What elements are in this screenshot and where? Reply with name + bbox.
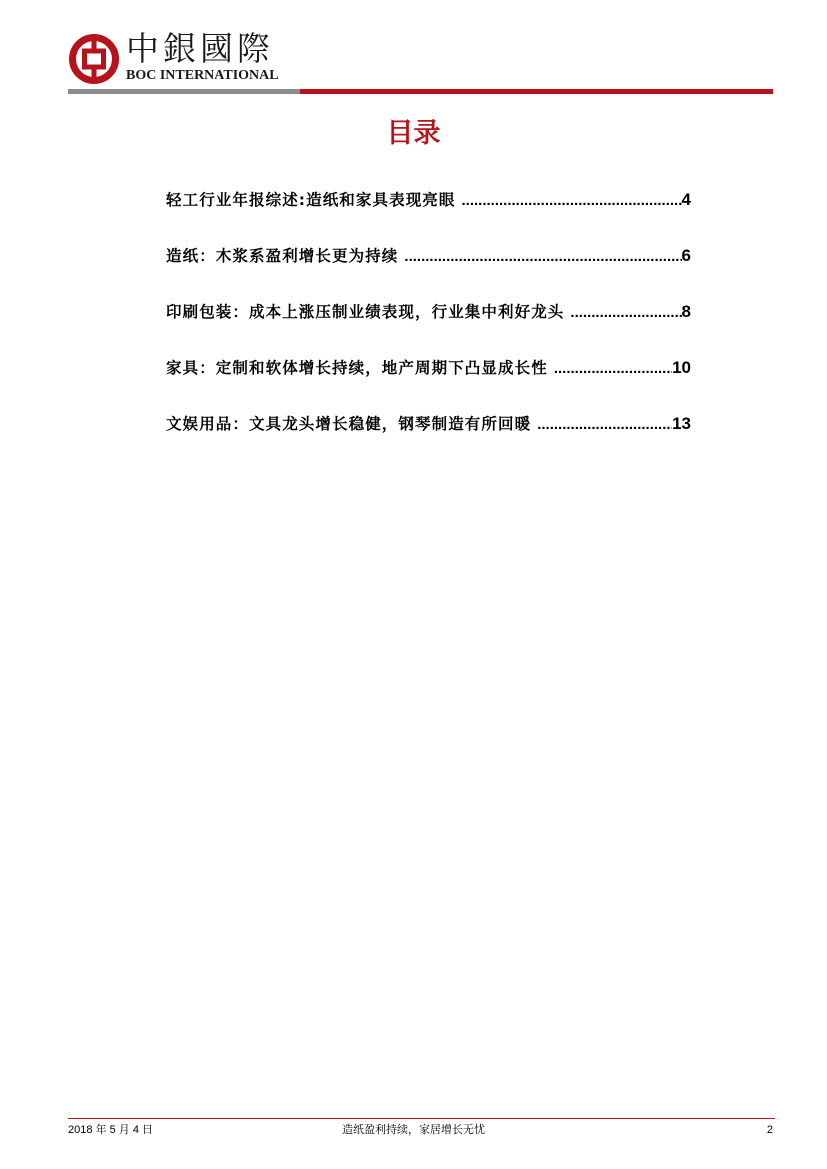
footer-date: 2018 年 5 月 4 日 [68,1124,153,1136]
toc-entry[interactable] [166,186,691,214]
toc-dot-leader [531,411,672,438]
logo-english-name: BOC INTERNATIONAL [126,68,279,83]
toc-dot-leader [548,355,672,382]
toc-entry-title: 造纸：木浆系盈利增长更为持续 [166,247,399,265]
toc-dot-leader [398,243,681,270]
footer-report-title: 造纸盈利持续，家居增长无忧 [342,1123,485,1136]
toc-dot-leader [564,299,681,326]
toc-entry[interactable] [166,242,691,270]
footer-page-number: 2 [766,1124,773,1136]
logo-chinese-name: 中銀國際 [126,29,274,68]
toc-dot-leader [456,187,682,214]
boc-logo-icon [69,34,119,84]
toc-entry-page: 13 [672,414,691,433]
toc-entry-page: 10 [672,358,691,377]
header-rule-red [300,89,773,94]
toc-entry-page: 8 [681,302,691,321]
toc-entry-title: 家具：定制和软体增长持续，地产周期下凸显成长性 [166,359,548,377]
toc-entry-title: 文娱用品：文具龙头增长稳健，钢琴制造有所回暖 [166,415,532,433]
toc-entry-title: 轻工行业年报综述:造纸和家具表现亮眼 [166,191,456,209]
toc-entry[interactable] [166,410,691,438]
toc-entry[interactable] [166,354,691,382]
header-rule-gray [68,89,300,94]
toc-entry[interactable] [166,298,691,326]
toc-entry-page: 4 [681,190,691,209]
page-title: 目录 [386,118,441,149]
table-of-contents [166,186,691,466]
footer-rule [68,1118,775,1119]
toc-entry-page: 6 [681,246,691,265]
toc-entry-title: 印刷包装：成本上涨压制业绩表现，行业集中利好龙头 [166,303,565,321]
